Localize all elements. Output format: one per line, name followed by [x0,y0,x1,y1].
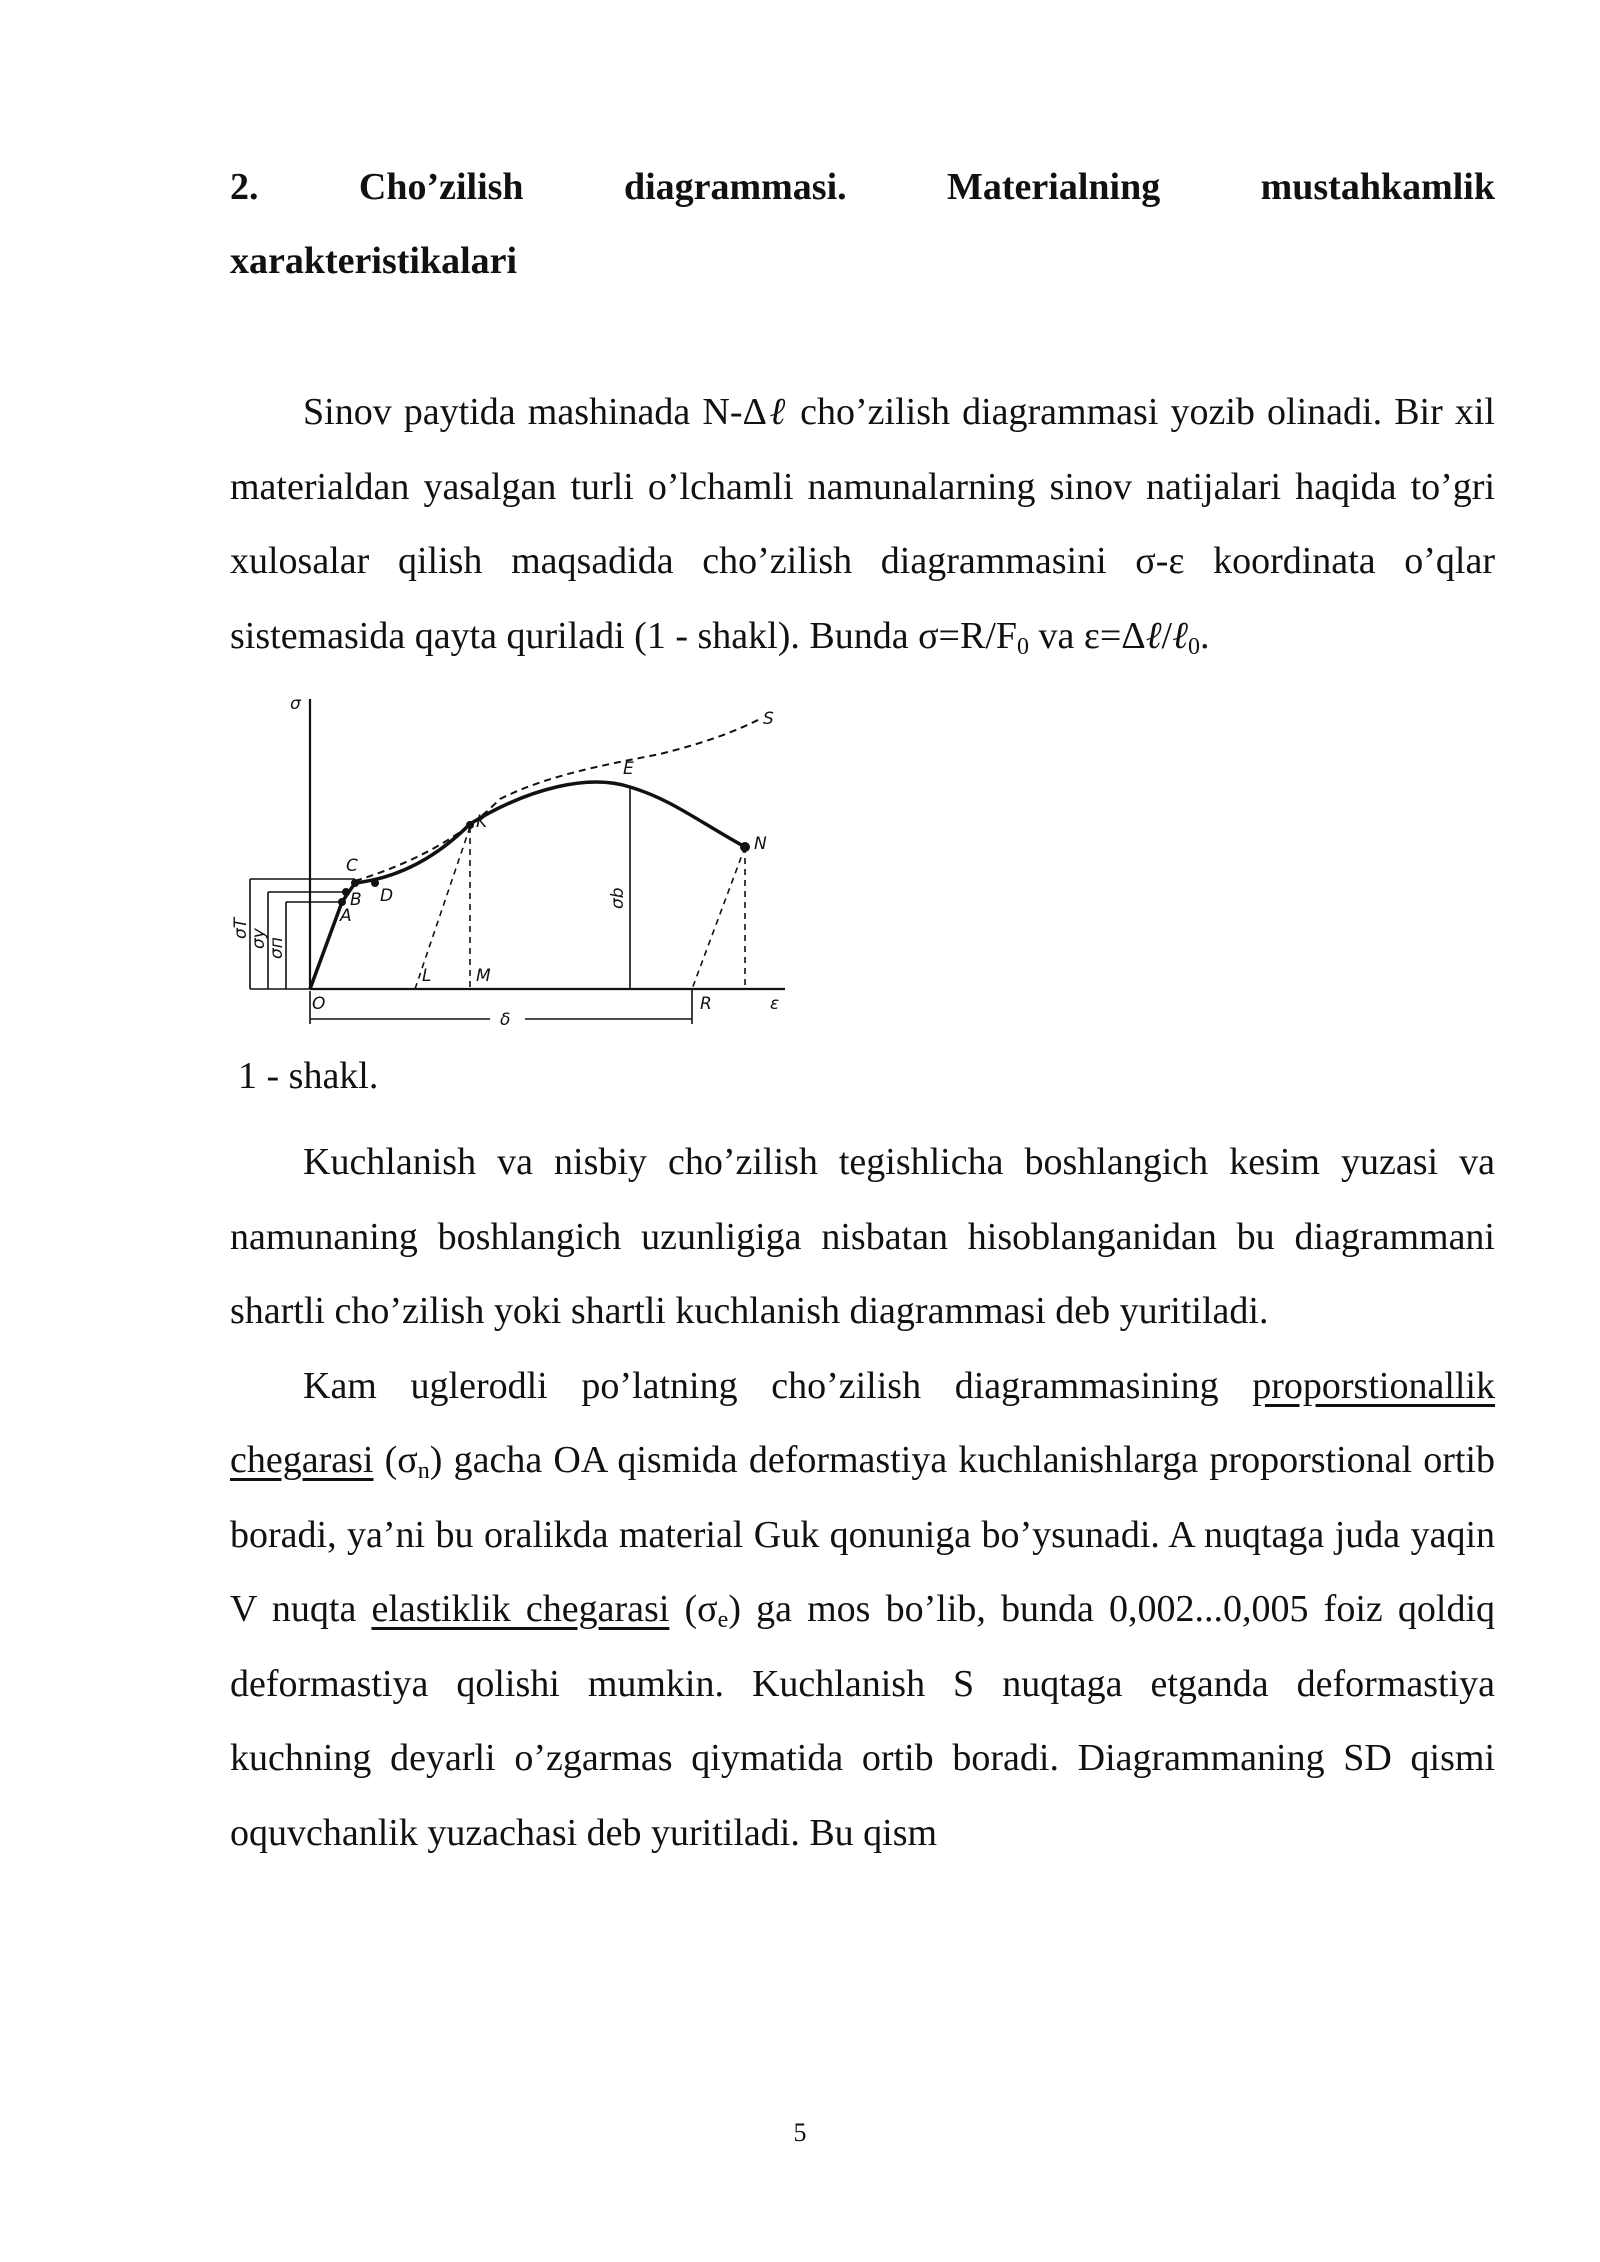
point-k [466,821,474,829]
point-n [740,842,750,852]
ell-symbol: ℓ [1145,614,1162,657]
sigma-axis-label: σ [290,694,301,714]
page-number: 5 [793,2118,807,2147]
heading-line-2: xarakteristikalari [230,240,518,282]
intro-paragraph [230,375,1495,673]
intro-text-3: va ε=Δ [1029,614,1146,657]
intro-text-5: . [1199,614,1210,657]
elasticity-limit-term: elastiklik chegarasi [371,1588,670,1630]
subscript-zero: 0 [1187,633,1200,660]
label-l: L [422,966,432,986]
label-c: C [346,856,358,876]
stress-strain-diagram [230,679,830,1059]
epsilon-axis-label: ε [770,994,780,1014]
point-c [351,879,359,887]
p3-text-1: Kam uglerodli po’latning cho’zilish diagrammasining [303,1364,1253,1407]
label-a: A [340,906,352,926]
paragraph-3 [230,1349,1495,1871]
label-sigma-y: σy [249,928,269,949]
paragraph-2: Kuchlanish va nisbiy cho’zilish tegishlicha boshlangich kesim yuzasi va namunaning boshlangich uzunligiga nisbatan hisoblanganidan bu diagrammani shartli cho’zilish yoki shartli kuchlanish diagrammasi deb yuritiladi. [230,1141,1495,1332]
label-delta: δ [500,1010,511,1030]
intro-text-1: Sinov paytida mashinada N-Δ [303,391,767,433]
p3-text-5: ) ga mos bo’lib, bunda 0,002...0,005 foiz qoldiq deformastiya qolishi mumkin. Kuchlanish S nuqtaga etganda deformastiya kuchning deyarli o’zgarmas qiymatida ortib boradi. Diagrammaning SD qismi oquvchanlik yuzachasi deb yuritiladi. Bu qism [230,1588,1495,1854]
label-d: D [380,886,394,906]
label-r: R [700,994,712,1014]
p3-text-3: ) gacha OA qismida deformastiya kuchlanishlarga proporstional ortib boradi, ya’ni bu oralikda material Guk qonuniga bo’ysunadi. A nuqtaga juda yaqin V nuqta [230,1439,1495,1630]
section-heading [230,150,1495,298]
label-n: N [754,834,767,854]
unloading-line-nr [692,847,745,989]
intro-text-2: cho’zilish diagrammasi yozib olinadi. Bir xil materialdan yasalgan turli o’lchamli namunalarning sinov natijalari haqida to’gri xulosalar qilish maqsadida cho’zilish diagrammasini σ-ε koordinata o’qlar sistemasida qayta quriladi (1 - shakl). Bunda σ=R/F [230,391,1495,657]
figure-caption: 1 - shakl. [238,1055,379,1097]
point-a [338,898,346,906]
subscript-n: n [417,1458,430,1484]
label-sigma-b: σb [608,887,628,909]
true-stress-curve [355,719,760,881]
ell-symbol: ℓ [766,391,789,433]
tension-diagram-figure [230,679,830,1059]
label-k: K [476,812,488,832]
label-sigma-t: σT [231,917,251,939]
subscript-zero: 0 [1017,633,1030,660]
label-sigma-p: σп [267,937,287,959]
point-b [342,888,350,896]
intro-text-4: / [1161,614,1173,657]
label-e: E [623,759,634,779]
subscript-e: e [717,1607,729,1633]
label-s: S [763,709,774,729]
unloading-line-kl [415,827,470,989]
ell-symbol: ℓ [1172,614,1188,657]
heading-line-1: 2. Cho’zilish diagrammasi. Materialning mustahkamlik [230,166,1495,208]
point-d [371,879,379,887]
p3-text-4: (σ [669,1588,718,1630]
page-content [230,150,1495,1870]
label-b: B [350,890,362,910]
proportionality-limit-term: proporstionallik chegarasi [230,1364,1495,1481]
p3-text-2: (σ [373,1439,418,1481]
label-o: O [312,994,326,1014]
label-m: M [476,966,491,986]
